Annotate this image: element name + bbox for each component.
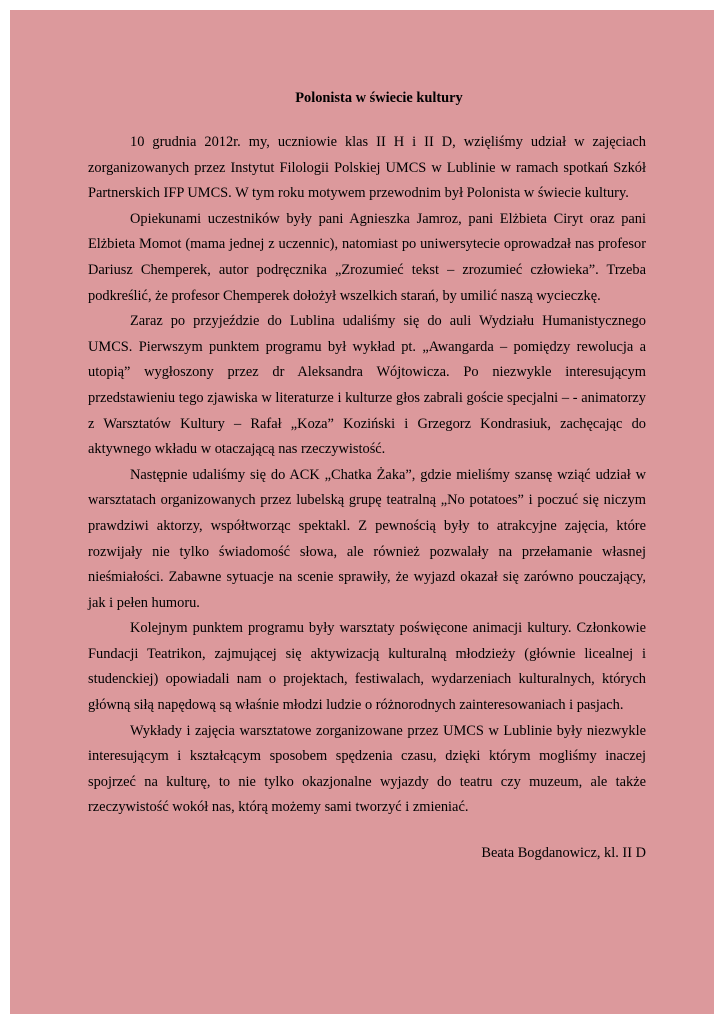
paragraph-intro: 10 grudnia 2012r. my, uczniowie klas II H i II D, wzięliśmy udział w zajęciach zorganizowanych przez Instytut Filologii Polskiej UMCS w Lublinie w ramach spotkań Szkół Partnerskich IFP UMCS. W tym roku motywem przewodnim był Polonista w świecie kultury. [88,134,646,202]
paragraph-lecture: Zaraz po przyjeździe do Lublina udaliśmy się do auli Wydziału Humanistycznego UMCS. Pierwszym punktem programu był wykład pt. „Awangarda – pomiędzy rewolucja a utopią” wygłoszony przez dr Aleksandra Wójtowicza. Po niezwykle interesującym przedstawieniu tego zjawiska w literaturze i kulturze głos zabrali goście specjalni – - animatorzy z Warsztatów Kultury – Rafał „Koza” Koziński i Grzegorz Kondrasiuk, zachęcając do aktywnego wkładu w otaczającą nas rzeczywistość. [88,313,646,458]
paragraph-guardians: Opiekunami uczestników były pani Agnieszka Jamroz, pani Elżbieta Ciryt oraz pani Elżbieta Momot (mama jednej z uczennic), natomiast po uniwersytecie oprowadzał nas profesor Dariusz Chemperek, autor podręcznika „Zrozumieć tekst – zrozumieć człowieka”. Trzeba podkreślić, że profesor Chemperek dołożył wszelkich starań, by umilić naszą wycieczkę. [88,210,646,304]
document-body [88,88,646,867]
paragraph-culture-animation: Kolejnym punktem programu były warsztaty poświęcone animacji kultury. Członkowie Fundacji Teatrikon, zajmującej się aktywizacją kulturalną młodzieży (głównie licealnej i studenckiej) opowiadali nam o projektach, festiwalach, wydarzeniach kulturalnych, których główną siłą napędową są właśnie młodzi ludzie o różnorodnych zainteresowaniach i pasjach. [88,620,646,714]
document-title: Polonista w świecie kultury [295,90,463,106]
paragraph-summary: Wykłady i zajęcia warsztatowe zorganizowane przez UMCS w Lublinie były niezwykle interesującym i kształcącym sposobem spędzenia czasu, dzięki którym mogliśmy inaczej spojrzeć na kulturę, to nie tylko okazjonalne wyjazdy do teatru czy muzeum, ale także rzeczywistość wokół nas, którą możemy sami tworzyć i zmieniać. [88,722,646,816]
document-page [10,10,714,1014]
paragraph-theatre-workshop: Następnie udaliśmy się do ACK „Chatka Żaka”, gdzie mieliśmy szansę wziąć udział w warsztatach organizowanych przez lubelską grupę teatralną „No potatoes” i poczuć się niczym prawdziwi aktorzy, współtworząc spektakl. Z pewnością były to atrakcyjne zajęcia, które rozwijały nie tylko świadomość słowa, ale również pozwalały na przełamanie własnej nieśmiałości. Zabawne sytuacje na scenie sprawiły, że wyjazd okazał się zarówno pouczający, jak i pełen humoru. [88,466,646,611]
author-signature: Beata Bogdanowicz, kl. II D [481,845,646,862]
